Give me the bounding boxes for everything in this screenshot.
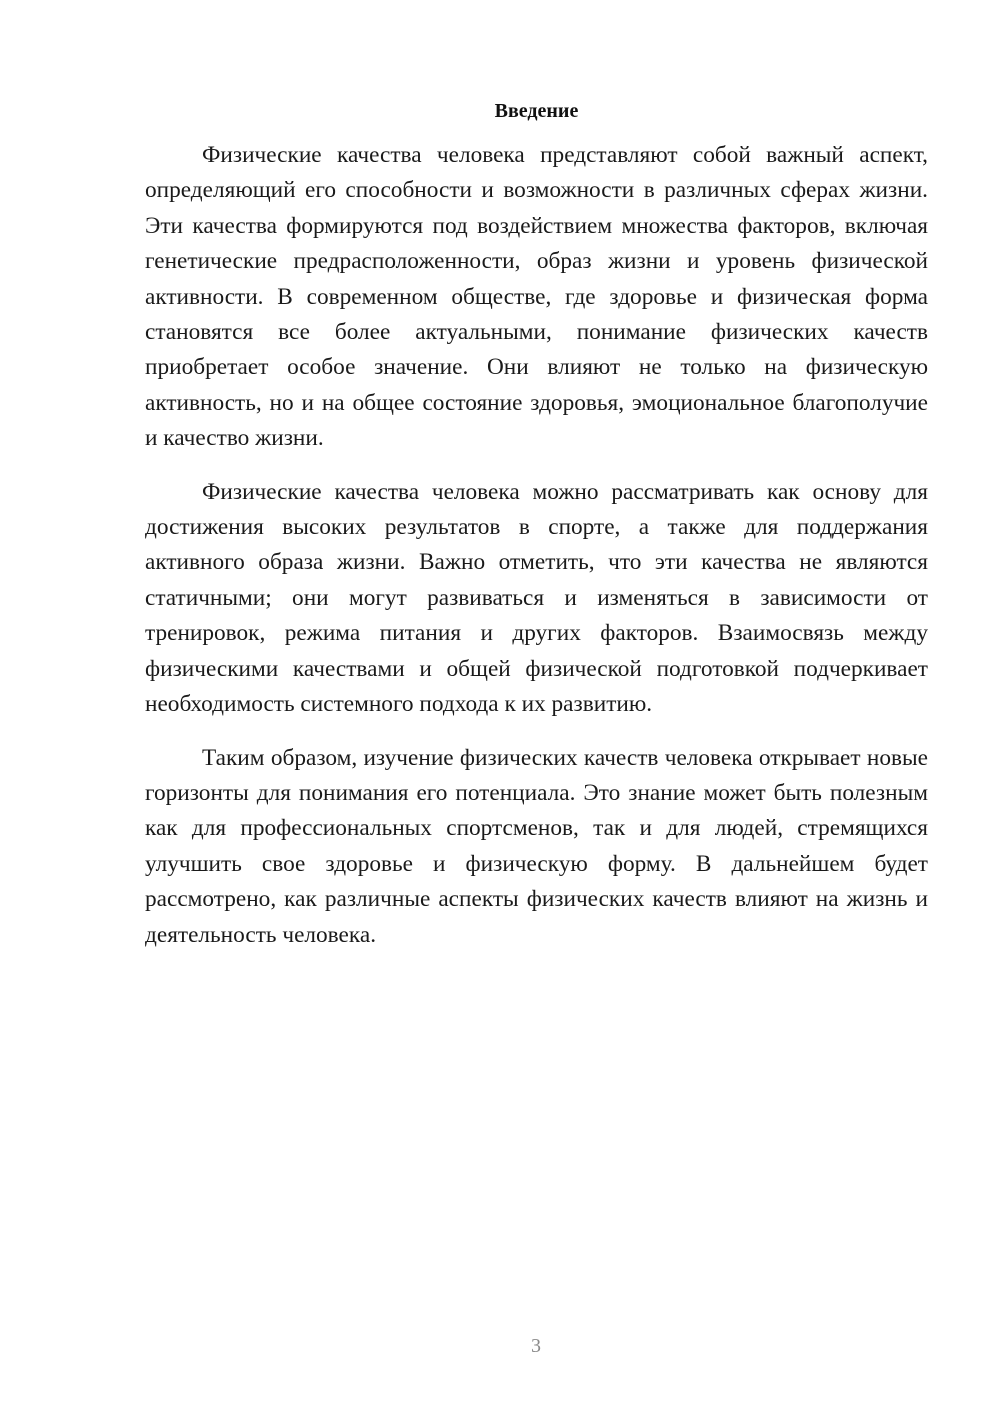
section-title: Введение	[494, 100, 579, 122]
paragraph-3: Таким образом, изучение физических качеств человека открывает новые горизонты для понимания его потенциала. Это знание может быть полезным как для профессиональных спортсменов, так и для людей, стремящихся улучшить свое здоровье и физическую форму. В дальнейшем будет рассмотрено, как различные аспекты физических качеств влияют на жизнь и деятельность человека.	[145, 744, 928, 948]
page-content	[145, 96, 928, 971]
paragraph-1: Физические качества человека представляют собой важный аспект, определяющий его способности и возможности в различных сферах жизни. Эти качества формируются под воздействием множества факторов, включая генетические предрасположенности, образ жизни и уровень физической активности. В современном обществе, где здоровье и физическая форма становятся все более актуальными, понимание физических качеств приобретает особое значение. Они влияют не только на физическую активность, но и на общее состояние здоровья, эмоциональное благополучие и качество жизни.	[145, 142, 928, 452]
paragraph-2: Физические качества человека можно рассматривать как основу для достижения высоких результатов в спорте, а также для поддержания активного образа жизни. Важно отметить, что эти качества не являются статичными; они могут развиваться и изменяться в зависимости от тренировок, режима питания и других факторов. Взаимосвязь между физическими качествами и общей физической подготовкой подчеркивает необходимость системного подхода к их развитию.	[145, 478, 928, 718]
page-number: 3	[531, 1335, 541, 1357]
